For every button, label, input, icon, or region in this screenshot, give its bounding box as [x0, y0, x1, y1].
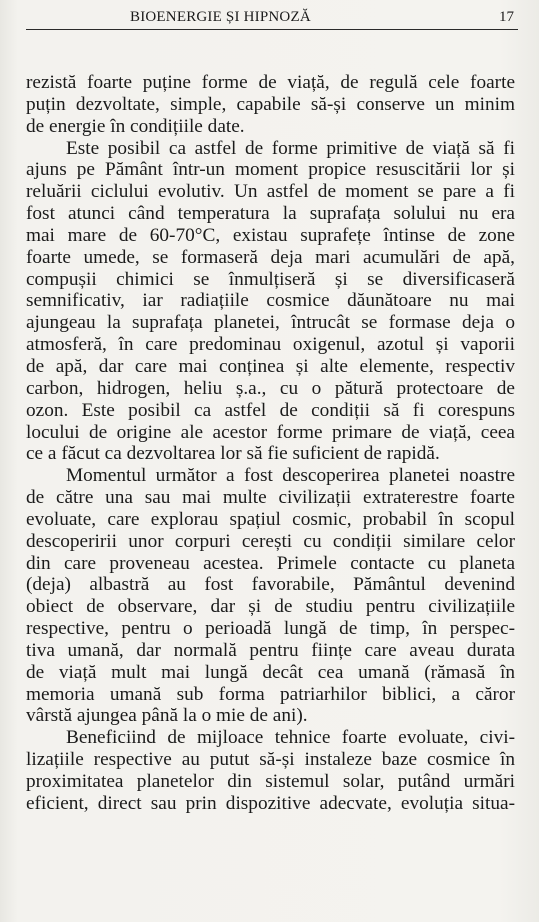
text-line: de energie în condițiile date. [26, 115, 245, 137]
text-line: vârstă ajungea până la o mie de ani). [26, 705, 308, 727]
text-line: Beneficiind de mijloace tehnice foarte evoluate, civi- [66, 727, 515, 749]
text-line: ozon. Este posibil ca astfel de condiții să fi corespuns [26, 399, 515, 421]
running-title: BIOENERGIE ȘI HIPNOZĂ [130, 9, 311, 25]
paragraph [26, 138, 515, 466]
text-line: fost atunci când temperatura la suprafața solului nu era [26, 203, 515, 225]
text-line: rezistă foarte puține forme de viață, de regulă cele foarte [26, 72, 515, 93]
paragraph [26, 72, 515, 138]
text-line: mai mare de 60-70°C, existau suprafețe întinse de zone [26, 224, 515, 246]
text-line: tiva umană, dar normală pentru ființe care aveau durata [26, 639, 515, 661]
text-line: ce a făcut ca dezvoltarea lor să fie suficient de rapidă. [26, 443, 440, 465]
text-line: ajuns pe Pământ într-un moment propice resuscitării lor și [26, 159, 515, 181]
text-line: ajungeau la suprafața planetei, întrucât se formase deja o [26, 312, 515, 334]
text-line: respective, pentru o perioadă lungă de timp, în perspec- [26, 618, 515, 640]
body-text [26, 72, 515, 815]
text-line: (deja) albastră au fost favorabile, Pământul devenind [26, 574, 515, 596]
text-line: lizațiile respective au putut să-și instaleze baze cosmice în [26, 749, 515, 771]
text-line: obiect de observare, dar și de studiu pentru civilizațiile [26, 596, 515, 618]
text-line: puțin dezvoltate, simple, capabile să-și conserve un minim [26, 93, 515, 115]
page-header [26, 5, 518, 30]
text-line: Momentul următor a fost descoperirea planetei noastre [66, 465, 515, 487]
text-line: Este posibil ca astfel de forme primitive de viață să fi [66, 137, 515, 159]
text-line: compușii chimici se înmulțiseră și se diversificaseră [26, 268, 515, 290]
paragraph [26, 465, 515, 727]
text-line: carbon, hidrogen, heliu ș.a., cu o pătură protectoare de [26, 377, 515, 399]
paragraph [26, 727, 515, 814]
text-line: reluării ciclului evolutiv. Un astfel de moment se pare a fi [26, 181, 515, 203]
text-line: proximitatea planetelor din sistemul solar, putând urmări [26, 771, 515, 792]
text-line: memoria umană sub forma patriarhilor biblici, a căror [26, 683, 515, 705]
text-line: eficient, direct sau prin dispozitive adecvate, evoluția situa- [26, 792, 515, 814]
text-line: de către una sau mai multe civilizații extraterestre foarte [26, 487, 515, 509]
text-line: locului de origine ale acestor forme primare de viață, ceea [26, 421, 515, 443]
text-line: din care proveneau acestea. Primele contacte cu planeta [26, 552, 515, 574]
page-number: 17 [499, 9, 514, 25]
text-line: de apă, dar care mai conținea și alte elemente, respectiv [26, 355, 515, 377]
text-line: descoperirii unor corpuri cerești cu condiții similare celor [26, 530, 515, 552]
text-line: atmosferă, în care predominau oxigenul, azotul și vaporii [26, 334, 515, 356]
text-line: semnificativ, iar radiațiile cosmice dăunătoare nu mai [26, 290, 515, 312]
text-line: foarte umede, se formaseră deja mari acumulări de apă, [26, 246, 515, 268]
text-line: evoluate, care explorau spațiul cosmic, probabil în scopul [26, 508, 515, 530]
text-line: de viață mult mai lungă decât cea umană (rămasă în [26, 661, 515, 683]
